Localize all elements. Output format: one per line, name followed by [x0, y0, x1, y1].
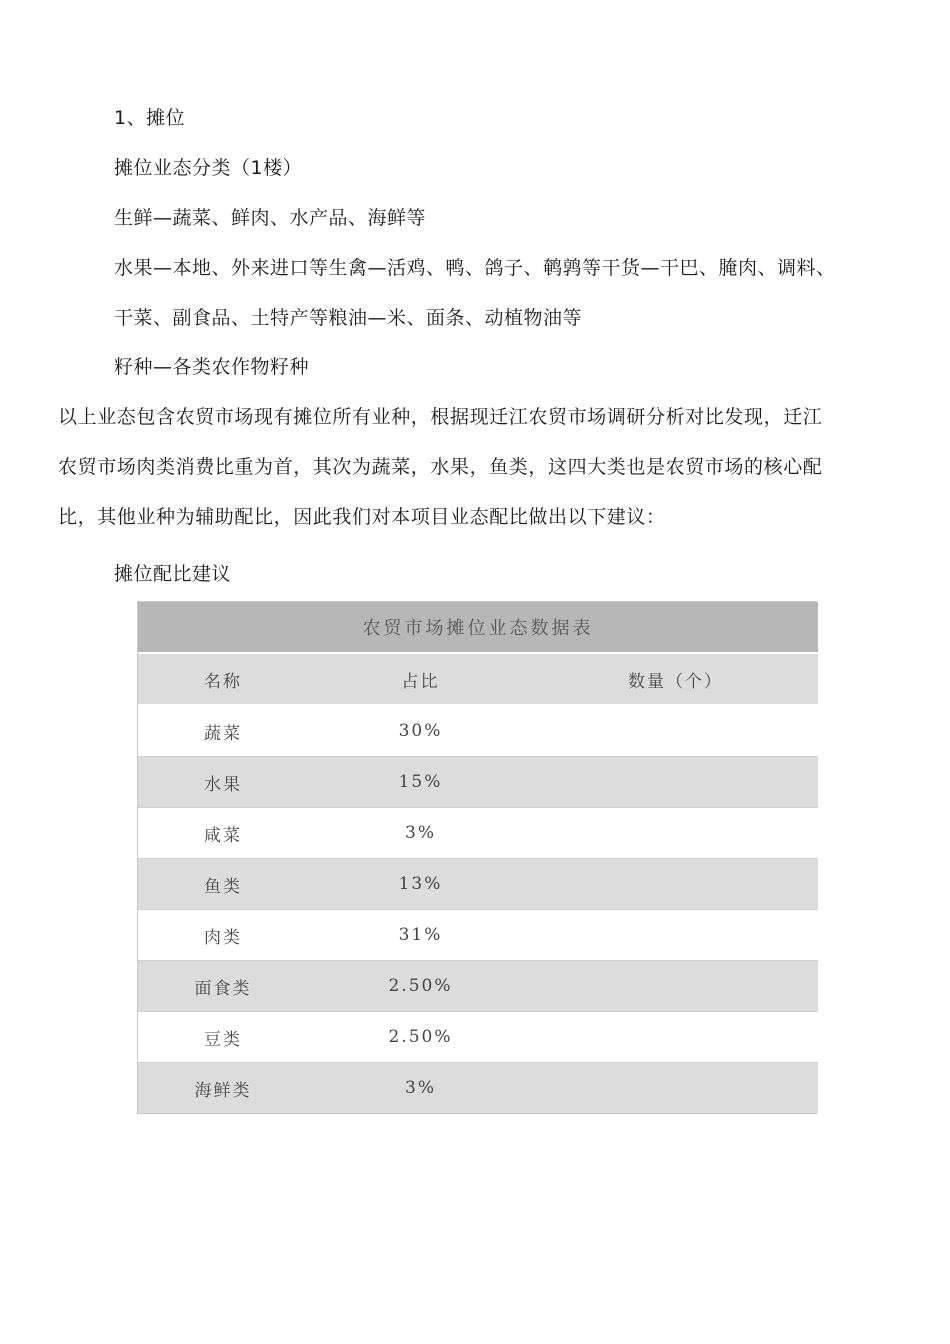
cell-ratio: 2.50% [308, 961, 533, 1012]
cell-name: 肉类 [138, 910, 308, 961]
cell-ratio: 13% [308, 859, 533, 910]
cell-name: 面食类 [138, 961, 308, 1012]
cell-name: 豆类 [138, 1012, 308, 1063]
cell-ratio: 3% [308, 1063, 533, 1114]
paragraph-line-1: 以上业态包含农贸市场现有摊位所有业种，根据现迁江农贸市场调研分析对比发现，迁江 [58, 406, 823, 428]
cell-count [533, 808, 818, 859]
table-row [138, 808, 818, 859]
section-subheading: 摊位业态分类（1楼） [114, 157, 303, 179]
paragraph-line-2: 农贸市场肉类消费比重为首，其次为蔬菜，水果，鱼类，这四大类也是农贸市场的核心配 [58, 456, 823, 478]
category-line-1: 生鲜—蔬菜、鲜肉、水产品、海鲜等 [114, 207, 427, 229]
table-row [138, 705, 818, 757]
cell-name: 海鲜类 [138, 1063, 308, 1114]
cell-count [533, 1063, 818, 1114]
paragraph-line-3: 比，其他业种为辅助配比，因此我们对本项目业态配比做出以下建议： [58, 506, 666, 528]
cell-name: 蔬菜 [138, 705, 308, 757]
category-line-4: 籽种—各类农作物籽种 [114, 356, 310, 378]
cell-count [533, 859, 818, 910]
column-header-name: 名称 [138, 653, 308, 705]
cell-ratio: 2.50% [308, 1012, 533, 1063]
cell-name: 水果 [138, 757, 308, 808]
cell-count [533, 910, 818, 961]
table-row [138, 1012, 818, 1063]
table-row [138, 859, 818, 910]
cell-name: 鱼类 [138, 859, 308, 910]
column-header-count: 数量（个） [533, 653, 818, 705]
cell-count [533, 961, 818, 1012]
cell-ratio: 30% [308, 705, 533, 757]
cell-ratio: 3% [308, 808, 533, 859]
table-row [138, 961, 818, 1012]
cell-count [533, 757, 818, 808]
table-row [138, 1063, 818, 1114]
cell-count [533, 705, 818, 757]
stall-ratio-table [137, 601, 817, 1114]
table-row [138, 757, 818, 808]
cell-ratio: 31% [308, 910, 533, 961]
cell-name: 咸菜 [138, 808, 308, 859]
section-heading: 1、摊位 [114, 107, 186, 129]
cell-ratio: 15% [308, 757, 533, 808]
category-line-3: 干菜、副食品、土特产等粮油—米、面条、动植物油等 [114, 307, 583, 329]
table-label: 摊位配比建议 [114, 563, 232, 585]
category-line-2: 水果—本地、外来进口等生禽—活鸡、鸭、鸽子、鹌鹑等干货—干巴、腌肉、调料、 [114, 257, 836, 279]
table-row [138, 910, 818, 961]
cell-count [533, 1012, 818, 1063]
column-header-ratio: 占比 [308, 653, 533, 705]
table-caption: 农贸市场摊位业态数据表 [138, 602, 818, 653]
